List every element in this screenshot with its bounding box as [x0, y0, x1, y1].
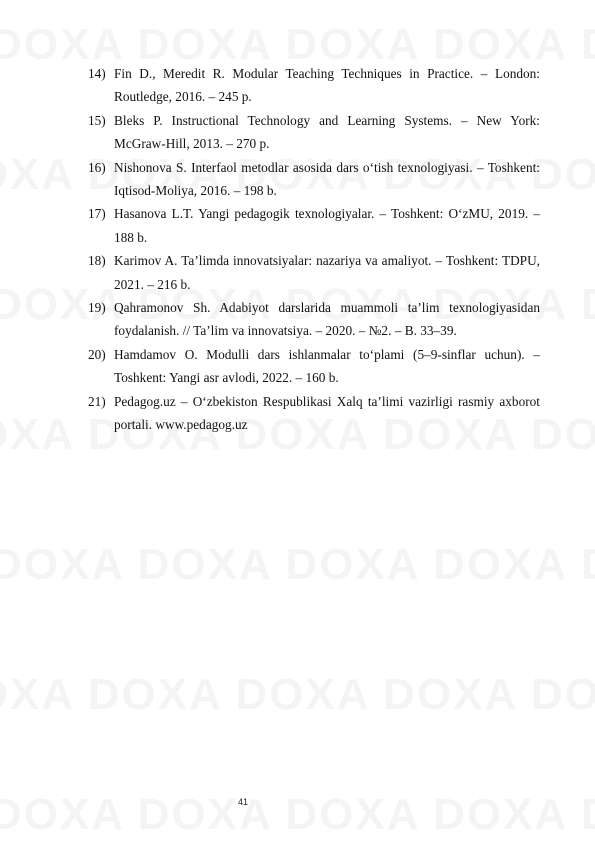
reference-item: [88, 62, 540, 109]
reference-list: [88, 62, 540, 437]
reference-item: [88, 390, 540, 437]
reference-number: 16): [88, 159, 106, 175]
reference-item: [88, 156, 540, 203]
reference-number: 21): [88, 393, 106, 409]
reference-text: Pedagog.uz – O‘zbekiston Respublikasi Xalq ta’limi vazirligi rasmiy axborot portali. www.pedagog.uz: [114, 393, 540, 433]
reference-number: 14): [88, 66, 106, 81]
reference-number: 19): [88, 300, 106, 316]
reference-item: [88, 296, 540, 343]
reference-text: Hamdamov O. Modulli dars ishlanmalar to‘plami (5–9-sinflar uchun). – Toshkent: Yangi asr avlodi, 2022. – 160 b.: [114, 346, 540, 386]
reference-item: [88, 249, 540, 296]
reference-text: Hasanova L.T. Yangi pedagogik texnologiyalar. – Toshkent: O‘zMU, 2019. – 188 b.: [114, 206, 540, 245]
page-number: 41: [237, 797, 248, 807]
reference-number: 17): [88, 206, 106, 222]
reference-item: [88, 109, 540, 156]
reference-number: 15): [88, 112, 106, 128]
reference-text: Karimov A. Ta’limda innovatsiyalar: nazariya va amaliyot. – Toshkent: TDPU, 2021. – 216 b.: [114, 253, 540, 292]
reference-text: Nishonova S. Interfaol metodlar asosida dars o‘tish texnologiyasi. – Toshkent: Iqtisod-Moliya, 2016. – 198 b.: [114, 159, 540, 199]
reference-number: 20): [88, 346, 106, 362]
reference-text: Fin D., Meredit R. Modular Teaching Techniques in Practice. – London: Routledge, 2016. – 245 p.: [114, 66, 540, 105]
reference-text: Qahramonov Sh. Adabiyot darslarida muammoli ta’lim texnologiyasidan foydalanish. // Ta’lim va innovatsiya. – 2020. – №2. – B. 33–39.: [114, 300, 540, 339]
reference-item: [88, 202, 540, 249]
reference-number: 18): [88, 253, 106, 269]
reference-item: [88, 343, 540, 390]
reference-text: Bleks P. Instructional Technology and Learning Systems. – New York: McGraw-Hill, 2013. – 270 p.: [114, 112, 540, 152]
